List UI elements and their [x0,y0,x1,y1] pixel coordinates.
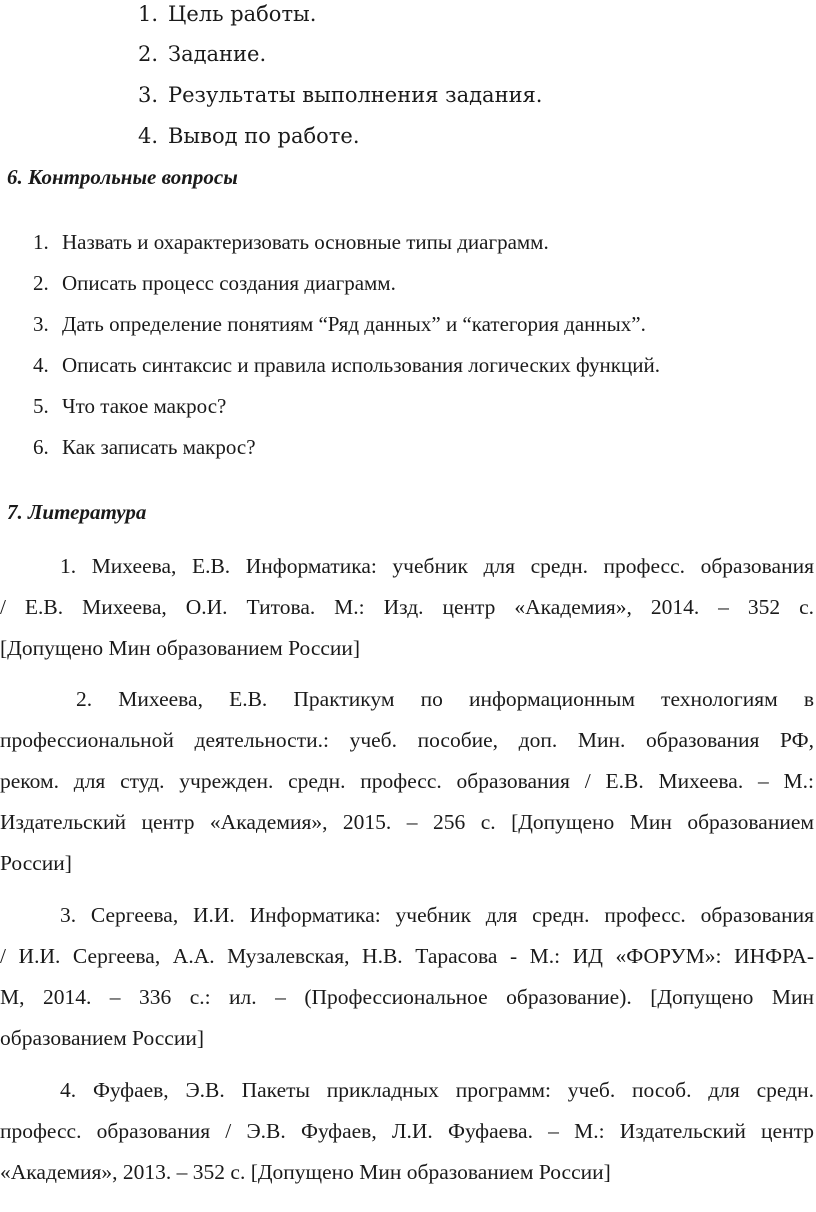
question-number: 6. [33,435,49,459]
question-item [33,310,646,338]
control-questions-heading: 6. Контрольные вопросы [7,165,238,189]
question-item [33,392,226,420]
question-item [33,269,396,297]
literature-line: 2. Михеева, Е.В. Практикум по информационным технологиям в [76,687,814,711]
question-item [33,351,660,379]
list-item [138,40,266,68]
list-item [138,122,360,150]
question-number: 1. [33,230,49,254]
literature-entry [0,546,814,669]
list-item-text: Результаты выполнения задания. [168,83,543,107]
list-item-number: 1. [138,2,159,26]
literature-line: России] [0,851,72,875]
question-item [33,228,549,256]
literature-line: 4. Фуфаев, Э.В. Пакеты прикладных программ: учеб. пособ. для средн. [60,1078,814,1102]
question-number: 4. [33,353,49,377]
literature-line: профессиональной деятельности.: учеб. пособие, доп. Мин. образования РФ, [0,728,814,752]
literature-entry [0,679,814,884]
literature-line: Издательский центр «Академия», 2015. – 256 с. [Допущено Мин образованием [0,810,814,834]
question-text: Описать процесс создания диаграмм. [62,271,396,295]
list-item-text: Цель работы. [168,2,317,26]
literature-entry [0,1070,814,1193]
list-item-number: 3. [138,83,159,107]
literature-line: / И.И. Сергеева, А.А. Музалевская, Н.В. Тарасова - М.: ИД «ФОРУМ»: ИНФРА- [0,944,814,968]
question-number: 2. [33,271,49,295]
list-item [138,81,542,109]
list-item-text: Вывод по работе. [168,124,360,148]
question-item [33,433,256,461]
literature-line: 3. Сергеева, И.И. Информатика: учебник для средн. професс. образования [60,903,814,927]
question-text: Дать определение понятиям “Ряд данных” и “категория данных”. [62,312,646,336]
question-number: 3. [33,312,49,336]
literature-line: / Е.В. Михеева, О.И. Титова. М.: Изд. центр «Академия», 2014. – 352 с. [0,595,814,619]
literature-line: 1. Михеева, Е.В. Информатика: учебник для средн. професс. образования [60,554,814,578]
literature-entry [0,895,814,1059]
list-item-number: 2. [138,42,159,66]
literature-line: реком. для студ. учрежден. средн. професс. образования / Е.В. Михеева. – М.: [0,769,814,793]
literature-heading: 7. Литература [7,500,147,524]
list-item-number: 4. [138,124,159,148]
literature-line: образованием России] [0,1026,205,1050]
question-text: Назвать и охарактеризовать основные типы диаграмм. [62,230,549,254]
question-text: Описать синтаксис и правила использования логических функций. [62,353,660,377]
question-text: Что такое макрос? [62,394,227,418]
literature-line: [Допущено Мин образованием России] [0,636,361,660]
literature-line: «Академия», 2013. – 352 с. [Допущено Мин образованием России] [0,1160,611,1184]
list-item-text: Задание. [168,42,267,66]
question-number: 5. [33,394,49,418]
list-item [138,0,316,28]
literature-line: М, 2014. – 336 с.: ил. – (Профессиональное образование). [Допущено Мин [0,985,814,1009]
question-text: Как записать макрос? [62,435,256,459]
literature-line: професс. образования / Э.В. Фуфаев, Л.И. Фуфаева. – М.: Издательский центр [0,1119,814,1143]
